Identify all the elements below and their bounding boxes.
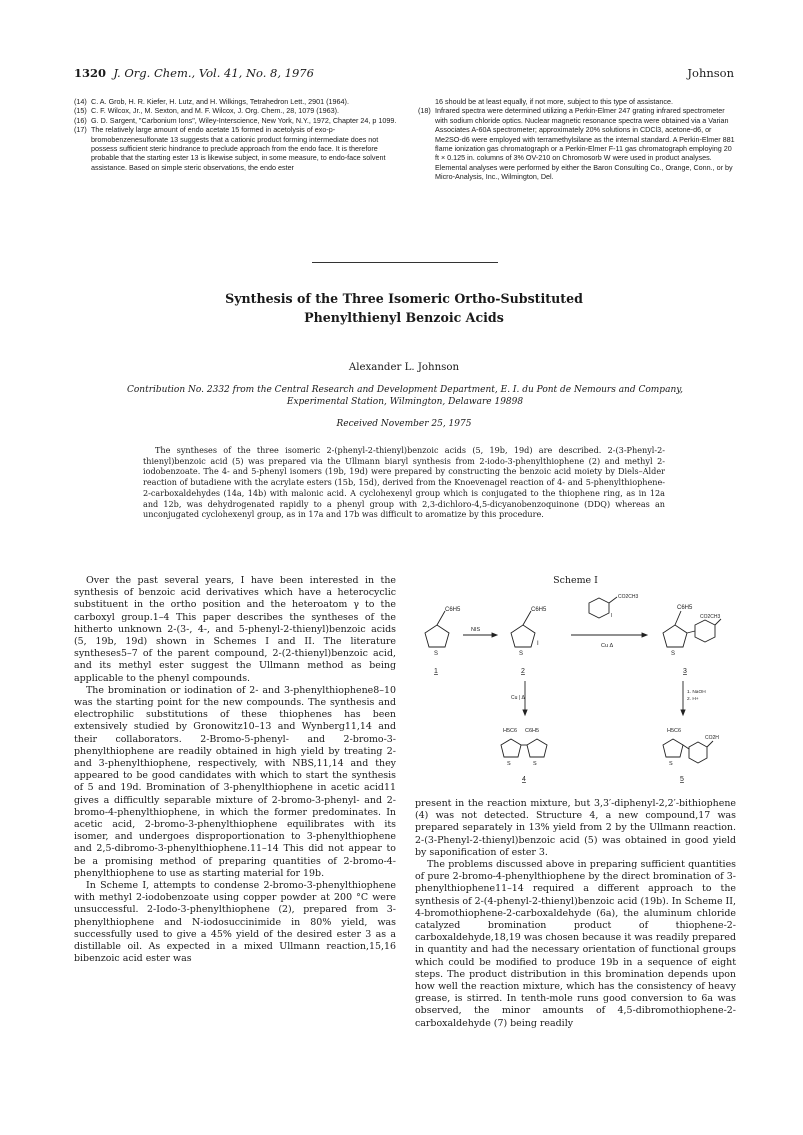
compound-4-substituent-right: C6H5	[525, 728, 540, 734]
reagent-nis: NIS	[471, 627, 481, 633]
reference-17-continued: 16 should be at least equally, if not more, subject to this type of assistance.	[435, 97, 673, 106]
compound-5-sulfur: S	[669, 761, 673, 767]
compound-1	[425, 607, 461, 675]
paragraph: Over the past several years, I have been interested in the synthesis of benzoic acid derivatives which have a heterocyclic substituent in the ortho position and the heteroatom γ to the carboxyl group.1–4 This paper describes the syntheses of the hitherto unknown 2-(3-, 4-, and 5-phenyl-2-thienyl)benzoic acids (5, 19b, 19d) shown in Schemes I and II. The literature syntheses5–7 of the parent compound, 2-(2-thienyl)benzoic acid, and its methyl ester suggest the Ullmann method as being applicable to the phenyl compounds.	[74, 575, 396, 684]
references-left-column	[74, 97, 399, 172]
compound-label-2: 2	[521, 668, 525, 675]
compound-label-3: 3	[683, 668, 687, 675]
reagent-naoh: 1. NaOH	[687, 690, 706, 695]
paragraph: The bromination or iodination of 2- and 3-phenylthiophene8–10 was the starting point for the new compounds. The synthesis and electrophilic substitutions of these thiophenes has been extensively studied by Gronowitz10–13 and Wynberg11,14 and their collaborators. 2-Bromo-5-phenyl- and 2-bromo-3-phenylthiophene are readily obtained in high yield by treating 2- and 3-phenylthiophene, respectively, with NBS,11,14 and they appeared to be good candidates with which to start the synthesis of 5 and 19d. Bromination of 3-phenylthiophene in acetic acid11 gives a difficultly separable mixture of 2-bromo-3-phenyl- and 2-bromo-4-phenylthiophene, in which the former predominates. In acetic acid, 2-bromo-3-phenylthiophene equilibrates with its isomer, and undergoes disproportionation to 3-phenylthiophene and 2,5-dibromo-3-phenylthiophene.11–14 This did not appear to be a promising method of preparing quantities of 2-bromo-4-phenylthiophene to use as starting material for 19b.	[74, 684, 396, 879]
section-divider	[312, 262, 498, 263]
paragraph: The problems discussed above in preparing sufficient quantities of pure 2-bromo-4-phenylthiophene by the direct bromination of 3-phenylthiophene11–14 required a different approach to the synthesis of 2-(4-phenyl-2-thienyl)benzoic acid (19b). In Scheme II, 4-bromothiophene-2-carboxaldehyde (6a), the aluminum chloride catalyzed bromination product of thiophene-2-carboxaldehyde,18,19 was chosen because it was readily prepared in quantity and had the necessary orientation of functional groups which could be modified to produce 19b in a sequence of eight steps. The product distribution in this bromination depends upon how well the reaction mixture, which has the consistency of heavy grease, is stirred. In tenth-mole runs good conversion to 6a was observed, the minor amounts of 4,5-dibromothiophene-2-carboxaldehyde (7) being readily	[415, 859, 737, 1029]
arrow-nis	[463, 627, 497, 637]
reference-16: (16) G. D. Sargent, "Carbonium Ions", Wiley-Interscience, New York, N.Y., 1972, Chapter 24, p 1099.	[74, 115, 397, 125]
affiliation: Contribution No. 2332 from the Central Research and Development Department, E. I. du Pont de Nemours and Company, Experimental Station, Wilmington, Delaware 19898	[126, 385, 683, 407]
reagent-iodobenzoate	[589, 594, 639, 619]
compound-3-substituent: C6H5	[677, 605, 693, 611]
compound-2-iodine: I	[537, 641, 539, 647]
compound-5-substituent: H5C6	[667, 728, 682, 734]
compound-4-substituent-left: H5C6	[503, 728, 518, 734]
compound-2	[511, 607, 547, 675]
title-line-2: Phenylthienyl Benzoic Acids	[304, 310, 504, 325]
abstract: The syntheses of the three isomeric 2-(phenyl-2-thienyl)benzoic acids (5, 19b, 19d) are described. 2-(3-Phenyl-2-thienyl)benzoic acid (5) was prepared via the Ullmann biaryl synthesis from 2-iodo-3-phenylthiophene (2) and methyl 2-iodobenzoate. The 4- and 5-phenyl isomers (19b, 19d) were prepared by constructing the benzoic acid moiety by Diels–Alder reaction of butadiene with the acrylate esters (15b, 15d), derived from the Knoevenagel reaction of 4- and 5-phenylthiophene-2-carboxaldehydes (14a, 14b) with malonic acid. A cyclohexenyl group which is conjugated to the thiophene ring, as in 12a and 12b, was dehydrogenated rapidly to a phenyl group with 2,3-dichloro-4,5-dicyanobenzoquinone (DDQ) whereas an unconjugated cyclohexenyl group, as in 17a and 17b was difficult to aromatize by this procedure.	[143, 445, 665, 520]
compound-1-substituent: C6H5	[445, 607, 461, 613]
references-right-column	[418, 97, 736, 182]
arrow-down-naoh	[681, 681, 706, 715]
reagent-ester-group: CO2CH3	[618, 594, 639, 600]
scheme-title: Scheme I	[553, 575, 598, 586]
compound-3	[663, 605, 721, 675]
compound-3-ester: CO2CH3	[700, 614, 721, 620]
compound-label-5: 5	[680, 776, 684, 783]
reference-17: (17) The relatively large amount of endo acetate 15 formed in acetolysis of exo-p-bromobenzenesulfonate 13 suggests that a cationic product forming intermediate does not possess sufficient steric hindrance to preclude approach from the endo face. It is therefore probable that the starting ester 13 is likewise subject, in some measure, to endo-face solvent assistance. Based on simple steric observations, the endo ester	[74, 125, 386, 172]
received-date: Received November 25, 1975	[336, 419, 472, 429]
compound-5	[663, 728, 719, 783]
page-header	[74, 66, 734, 82]
arrow-cu-delta	[571, 633, 647, 649]
reference-18: (18) Infrared spectra were determined utilizing a Perkin-Elmer 247 grating infrared spectrometer with sodium chloride optics. Nuclear magnetic resonance spectra were obtained via a Varian Associates A-60A spectrometer; approximately 20% solutions in CDCl3, acetone-d6, or Me2SO-d6 were employed with terramethylsilane as the internal standard. A Perkin-Elmer 881 flame ionization gas chromatograph or a Perkin-Elmer F-11 gas chromatograph employing 20 ft × 0.125 in. columns of 3% OV-210 on Chromosorb W were used in product analyses. Elemental analyses were performed by either the Baron Consulting Co., Orange, Conn., or by Micro-Analysis, Inc., Wilmington, Del.	[418, 106, 735, 182]
paragraph: present in the reaction mixture, but 3,3′-diphenyl-2,2′-bithiophene (4) was not detected. Structure 4, a new compound,17 was prepared separately in 13% yield from 2 by the Ullmann reaction. 2-(3-Phenyl-2-thienyl)benzoic acid (5) was obtained in good yield by saponification of ester 3.	[415, 798, 736, 858]
title-line-1: Synthesis of the Three Isomeric Ortho-Substituted	[225, 291, 583, 306]
body-right-column	[415, 798, 736, 1030]
arrow-down-cu	[511, 681, 527, 715]
compound-label-4: 4	[522, 776, 526, 783]
compound-4-sulfur-left: S	[507, 761, 511, 767]
compound-5-acid: CO2H	[705, 735, 719, 741]
paragraph: In Scheme I, attempts to condense 2-bromo-3-phenylthiophene with methyl 2-iodobenzoate using copper powder at 200 °C were unsuccessful. 2-Iodo-3-phenylthiophene (2), prepared from 3-phenylthiophene and N-iodosuccinimide in 80% yield, was successfully used to give a 45% yield of the desired ester 3 as a distillable oil. As expected in a mixed Ullmann reaction,15,16 bibenzoic acid ester was	[74, 880, 396, 965]
reagent-acid: 2. H+	[687, 697, 699, 702]
page-number: 1320	[74, 66, 107, 80]
body-left-column	[74, 575, 396, 966]
reference-14: (14) C. A. Grob, H. R. Kiefer, H. Lutz, and H. Wilkings, Tetrahedron Lett., 2901 (1964).	[74, 97, 349, 106]
scheme-diagram	[415, 589, 736, 789]
header-citation	[74, 66, 314, 80]
compound-2-sulfur: S	[519, 651, 524, 657]
reference-15: (15) C. F. Wilcox, Jr., M. Sexton, and M. F. Wilcox, J. Org. Chem., 28, 1079 (1963).	[74, 106, 340, 116]
compound-3-sulfur: S	[671, 651, 676, 657]
reagent-cu-delta: Cu Δ	[601, 643, 614, 649]
compound-label-1: 1	[434, 668, 438, 675]
article-title	[74, 289, 734, 327]
journal-citation: J. Org. Chem., Vol. 41, No. 8, 1976	[113, 66, 314, 80]
reagent-cu-delta-down: Cu | Δ	[511, 695, 525, 701]
compound-2-substituent: C6H5	[531, 607, 547, 613]
compound-4	[501, 728, 547, 783]
author-name: Alexander L. Johnson	[348, 362, 460, 373]
scheme-figure	[415, 575, 736, 790]
compound-1-sulfur: S	[434, 651, 439, 657]
running-head: Johnson	[687, 66, 734, 80]
reagent-iodine: I	[611, 613, 613, 619]
compound-4-sulfur-right: S	[533, 761, 537, 767]
